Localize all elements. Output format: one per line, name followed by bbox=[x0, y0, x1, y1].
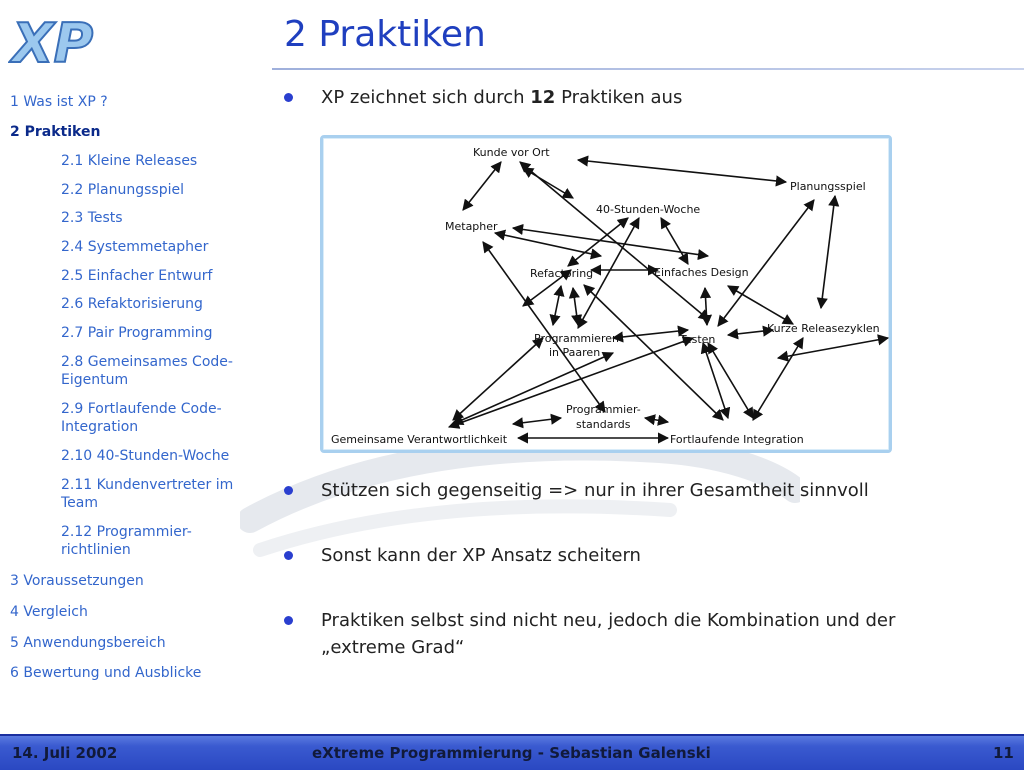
diagram-node-einfaches-design: Einfaches Design bbox=[654, 266, 749, 279]
sidebar-item-tests[interactable]: 2.3 Tests bbox=[61, 210, 123, 226]
sidebar-item-40-stunden-woche[interactable]: 2.10 40-Stunden-Woche bbox=[61, 448, 230, 464]
sidebar-item-einfacher-entwurf[interactable]: 2.5 Einfacher Entwurf bbox=[61, 268, 213, 284]
bullet-item bbox=[284, 84, 984, 114]
diagram-node-refactoring: Refactoring bbox=[530, 267, 594, 280]
title-divider bbox=[272, 68, 1024, 70]
footer-title: eXtreme Programmierung - Sebastian Galenski bbox=[312, 744, 711, 762]
sidebar-item-code-integration[interactable]: 2.9 Fortlaufende Code-Integration bbox=[61, 401, 222, 435]
sidebar-item-bewertung[interactable]: 6 Bewertung und Ausblicke bbox=[10, 665, 202, 681]
bullet-dot-icon bbox=[284, 486, 293, 495]
sidebar-item-code-eigentum[interactable]: 2.8 Gemeinsames Code-Eigentum bbox=[61, 354, 233, 388]
sidebar-item-refaktorisierung[interactable]: 2.6 Refaktorisierung bbox=[61, 296, 203, 312]
sidebar-item-kundenvertreter[interactable]: 2.11 Kundenvertreter im Team bbox=[61, 477, 234, 511]
diagram-node-kunde: Kunde vor Ort bbox=[473, 146, 550, 159]
bullet-emphasis: 12 bbox=[530, 87, 556, 108]
page-title: 2 Praktiken bbox=[284, 14, 486, 55]
diagram-node-40-stunden-woche: 40-Stunden-Woche bbox=[596, 203, 701, 216]
bullet-text: Sonst kann der XP Ansatz scheitern bbox=[321, 545, 641, 566]
bullet-text: XP zeichnet sich durch bbox=[321, 87, 531, 108]
bullet-dot-icon bbox=[284, 551, 293, 560]
bullet-item bbox=[284, 477, 984, 507]
sidebar-item-programmierrichtlinien[interactable]: 2.12 Programmier-richtlinien bbox=[61, 524, 192, 558]
sidebar-item-pair-programming[interactable]: 2.7 Pair Programming bbox=[61, 325, 213, 341]
diagram-node-programmier: Programmier- bbox=[566, 403, 641, 416]
sidebar-item-planungsspiel[interactable]: 2.2 Planungsspiel bbox=[61, 182, 184, 198]
diagram-arrows bbox=[449, 160, 888, 438]
diagram-node-testen: Testen bbox=[680, 333, 716, 346]
sidebar-item-voraussetzungen[interactable]: 3 Voraussetzungen bbox=[10, 573, 144, 589]
practices-diagram bbox=[320, 135, 892, 453]
bullet-item bbox=[284, 607, 984, 667]
sidebar-item-vergleich[interactable]: 4 Vergleich bbox=[10, 604, 88, 620]
diagram-node-fortlaufende-integration: Fortlaufende Integration bbox=[670, 433, 804, 446]
footer-bar bbox=[0, 734, 1024, 770]
sidebar-item-was-ist-xp[interactable]: 1 Was ist XP ? bbox=[10, 94, 108, 110]
footer-date: 14. Juli 2002 bbox=[12, 744, 118, 762]
xp-logo bbox=[8, 10, 118, 70]
diagram-node-metapher: Metapher bbox=[445, 220, 498, 233]
bullet-item bbox=[284, 542, 984, 572]
bullet-dot-icon bbox=[284, 93, 293, 102]
bullet-dot-icon bbox=[284, 616, 293, 625]
sidebar-item-systemmetapher[interactable]: 2.4 Systemmetapher bbox=[61, 239, 209, 255]
diagram-node-in-paaren: in Paaren bbox=[549, 346, 601, 359]
bullet-text: Praktiken aus bbox=[555, 87, 683, 108]
sidebar-item-praktiken[interactable]: 2 Praktiken bbox=[10, 124, 101, 140]
logo-text: XP bbox=[12, 12, 94, 70]
sidebar-item-kleine-releases[interactable]: 2.1 Kleine Releases bbox=[61, 153, 198, 169]
footer-page-number: 11 bbox=[993, 744, 1014, 762]
bullet-text: Praktiken selbst sind nicht neu, jedoch die Kombination und der „extreme Grad“ bbox=[321, 610, 896, 658]
diagram-node-kurze-releasezyklen: Kurze Releasezyklen bbox=[767, 322, 880, 335]
bullet-text: Stützen sich gegenseitig => nur in ihrer Gesamtheit sinnvoll bbox=[321, 480, 869, 501]
diagram-node-standards: standards bbox=[576, 418, 631, 431]
diagram-node-programmieren: Programmieren bbox=[534, 332, 619, 345]
diagram-node-planungsspiel: Planungsspiel bbox=[790, 180, 866, 193]
sidebar-item-anwendungsbereich[interactable]: 5 Anwendungsbereich bbox=[10, 635, 166, 651]
diagram-node-gemeinsame-verantwortlichkeit: Gemeinsame Verantwortlichkeit bbox=[331, 433, 508, 446]
